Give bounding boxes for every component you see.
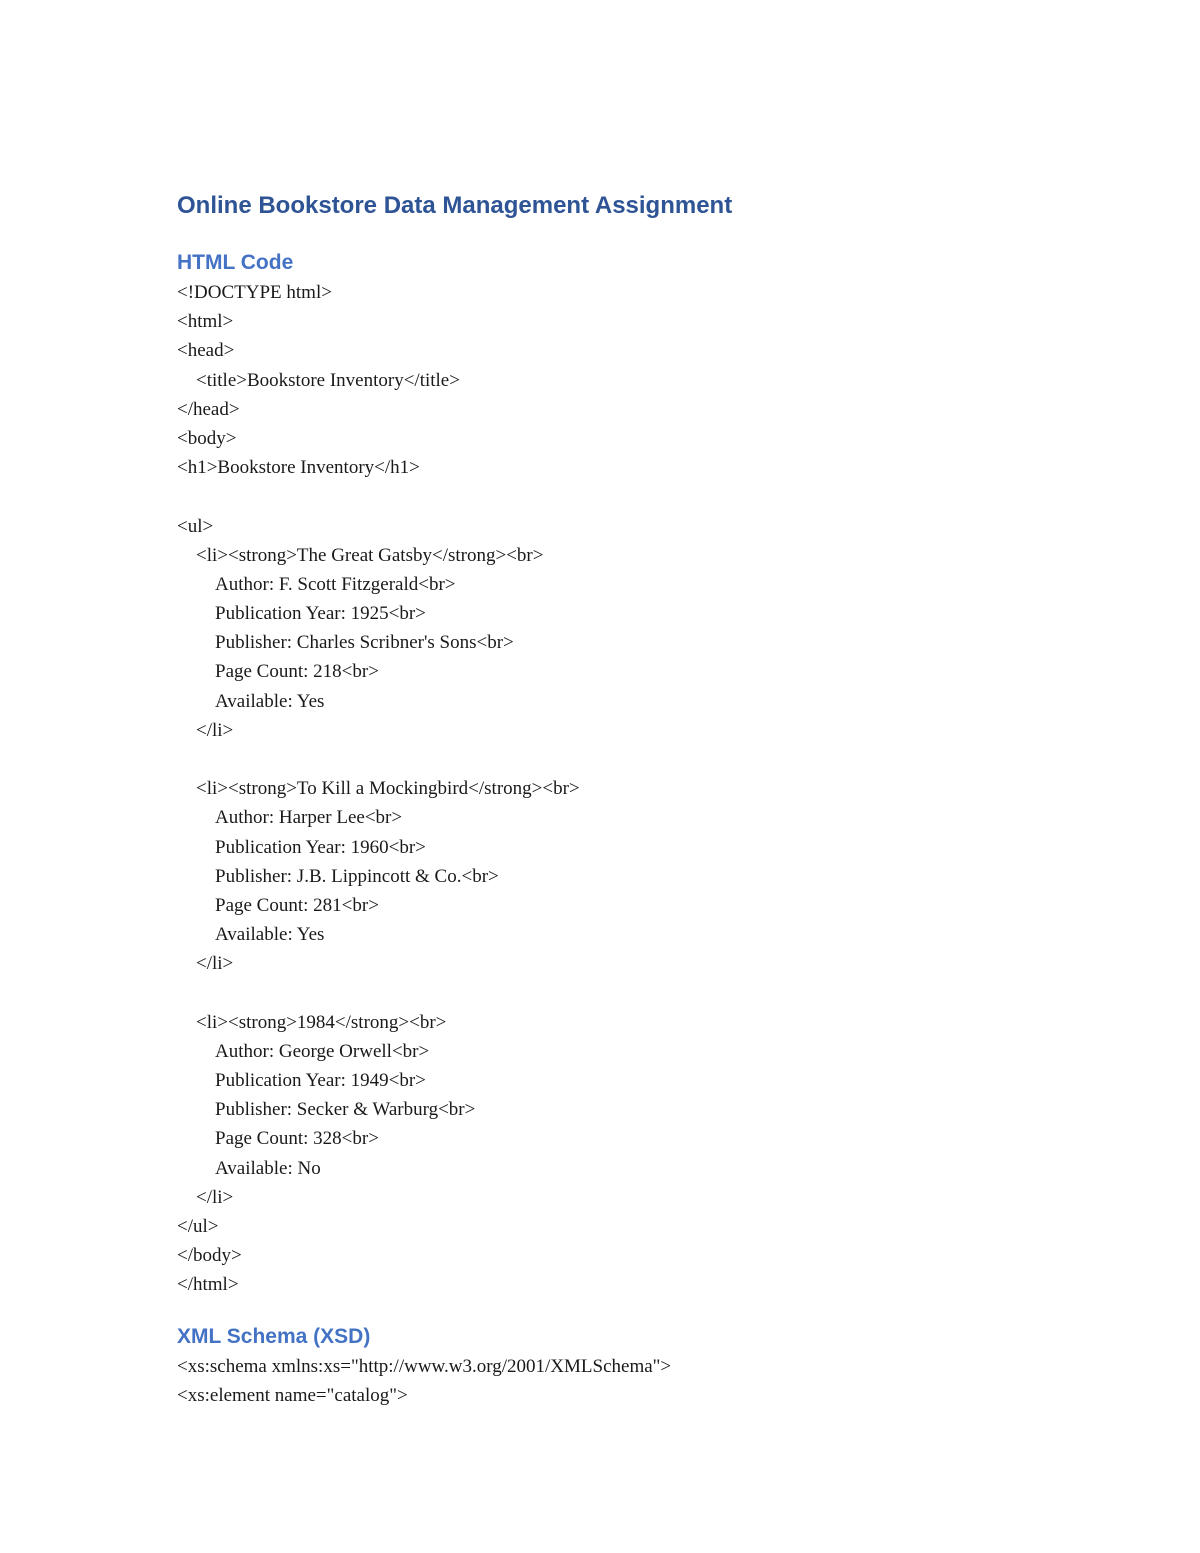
code-line: <title>Bookstore Inventory</title> bbox=[196, 369, 460, 391]
blank-line bbox=[177, 745, 1037, 774]
xsd-code-block bbox=[177, 1352, 1037, 1410]
code-line: Publisher: J.B. Lippincott & Co.<br> bbox=[215, 865, 499, 887]
code-line: <h1>Bookstore Inventory</h1> bbox=[177, 457, 420, 479]
code-line: </body> bbox=[177, 1245, 242, 1267]
document-content bbox=[177, 188, 1037, 1410]
code-line: <html> bbox=[177, 311, 234, 333]
code-line: </ul> bbox=[177, 1216, 219, 1237]
code-line: Publisher: Secker & Warburg<br> bbox=[215, 1099, 476, 1121]
code-line: <li><strong>1984</strong><br> bbox=[196, 1011, 447, 1033]
code-line: <xs:schema xmlns:xs="http://www.w3.org/2001/XMLSchema"> bbox=[177, 1355, 672, 1377]
code-line: <!DOCTYPE html> bbox=[177, 282, 332, 303]
code-line: Author: George Orwell<br> bbox=[215, 1040, 430, 1062]
code-line: <xs:element name="catalog"> bbox=[177, 1384, 408, 1406]
code-line: Publication Year: 1925<br> bbox=[215, 603, 426, 625]
code-line: <head> bbox=[177, 340, 235, 362]
code-line: Publisher: Charles Scribner's Sons<br> bbox=[215, 632, 514, 654]
document-title: Online Bookstore Data Management Assignment bbox=[177, 192, 733, 219]
code-line: Publication Year: 1949<br> bbox=[215, 1070, 426, 1092]
code-line: <li><strong>The Great Gatsby</strong><br> bbox=[196, 544, 544, 566]
section-heading-xml-schema: XML Schema (XSD) bbox=[177, 1324, 371, 1348]
code-line: </li> bbox=[196, 1186, 234, 1208]
blank-line bbox=[177, 979, 1037, 1008]
code-line: <body> bbox=[177, 427, 237, 449]
code-line: Available: Yes bbox=[215, 924, 325, 946]
code-line: </head> bbox=[177, 398, 240, 420]
code-line: Publication Year: 1960<br> bbox=[215, 836, 426, 858]
code-line: Author: Harper Lee<br> bbox=[215, 807, 403, 829]
blank-line bbox=[177, 482, 1037, 511]
code-line: </li> bbox=[196, 719, 234, 741]
code-line: <ul> bbox=[177, 515, 214, 537]
code-line: Page Count: 328<br> bbox=[215, 1128, 379, 1150]
section-heading-html-code: HTML Code bbox=[177, 251, 294, 274]
html-code-block bbox=[177, 278, 1037, 1300]
code-line: Available: No bbox=[215, 1157, 321, 1179]
code-line: Author: F. Scott Fitzgerald<br> bbox=[215, 573, 456, 595]
code-line: </li> bbox=[196, 953, 234, 975]
code-line: <li><strong>To Kill a Mockingbird</strong><br> bbox=[196, 778, 580, 800]
code-line: Page Count: 218<br> bbox=[215, 661, 379, 683]
code-line: </html> bbox=[177, 1274, 239, 1296]
code-line: Page Count: 281<br> bbox=[215, 894, 379, 916]
code-line: Available: Yes bbox=[215, 690, 325, 712]
